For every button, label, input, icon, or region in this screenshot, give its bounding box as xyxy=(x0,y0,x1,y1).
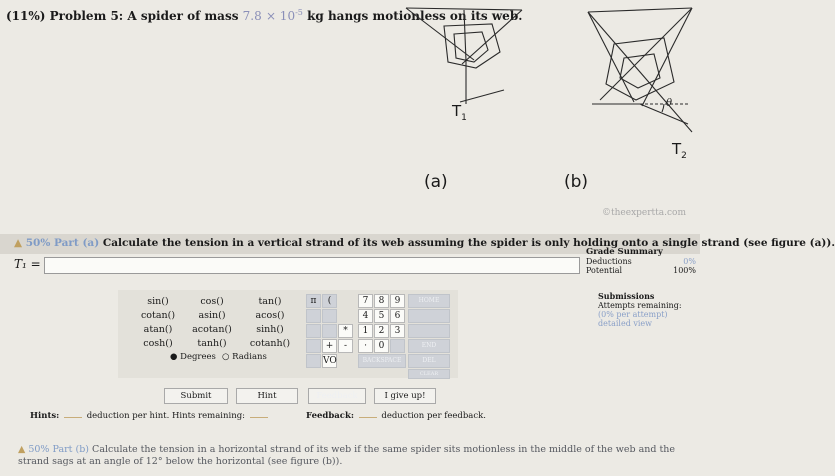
answer-input[interactable] xyxy=(44,257,580,274)
digit-9[interactable]: 9 xyxy=(390,294,405,308)
digit-4[interactable]: 4 xyxy=(358,309,373,323)
potential-label: Potential xyxy=(586,266,623,275)
figure-b-label: (b) xyxy=(564,172,589,192)
blank-key-9[interactable] xyxy=(408,324,450,338)
problem-text-before: A spider of mass xyxy=(127,9,239,23)
watermark: ©theexpertta.com xyxy=(602,208,686,218)
fn-tan[interactable]: tan() xyxy=(258,296,282,307)
open-paren-button[interactable]: ( xyxy=(322,294,337,308)
end-button[interactable]: END xyxy=(408,339,450,353)
part-b-prompt: Calculate the tension in a horizontal strand of its web if the same spider sits motionless in the middle of the web and the strand sags at an angle of 12° below the horizontal (see figure (b)). xyxy=(18,444,676,467)
give-up-button[interactable]: I give up! xyxy=(374,388,436,404)
blank-key-2[interactable] xyxy=(322,309,337,323)
fn-sin[interactable]: sin() xyxy=(147,296,169,307)
digit-2[interactable]: 2 xyxy=(374,324,389,338)
grade-summary-title: Grade Summary xyxy=(586,247,663,257)
digit-3[interactable]: 3 xyxy=(390,324,405,338)
digit-5[interactable]: 5 xyxy=(374,309,389,323)
submissions-panel xyxy=(598,292,698,328)
blank-key-7[interactable] xyxy=(390,339,405,353)
fn-acos[interactable]: acos() xyxy=(255,310,285,321)
blank-key-1[interactable] xyxy=(306,309,321,323)
fn-cotan[interactable]: cotan() xyxy=(140,310,176,321)
degrees-option[interactable]: ● Degrees xyxy=(170,352,216,362)
blank-key-8[interactable] xyxy=(408,309,450,323)
clear-button[interactable]: CLEAR xyxy=(408,369,450,379)
pi-button[interactable]: π xyxy=(306,294,321,308)
digit-0[interactable]: 0 xyxy=(374,339,389,353)
potential-value: 100% xyxy=(673,266,696,275)
per-attempt: (0% per attempt) xyxy=(598,310,668,319)
warning-icon: ▲ xyxy=(14,237,23,249)
blank-key-6[interactable] xyxy=(306,354,321,368)
answer-label: T₁ = xyxy=(14,257,41,271)
angle-theta-label: θ xyxy=(666,98,673,109)
submissions-title: Submissions xyxy=(598,291,655,301)
fn-asin[interactable]: asin() xyxy=(198,310,226,321)
digit-8[interactable]: 8 xyxy=(374,294,389,308)
deductions-label: Deductions xyxy=(586,257,632,266)
hints-percent-blank xyxy=(64,417,82,418)
fn-cotanh[interactable]: cotanh() xyxy=(249,338,291,349)
fn-tanh[interactable]: tanh() xyxy=(197,338,227,349)
degrees-radio-icon[interactable]: ● xyxy=(170,352,178,362)
home-button[interactable]: HOME xyxy=(408,294,450,308)
radians-option[interactable]: ○ Radians xyxy=(222,352,267,362)
part-b-percent: 50% xyxy=(28,444,50,455)
fn-sinh[interactable]: sinh() xyxy=(256,324,284,335)
mass-value: 7.8 xyxy=(242,9,262,23)
tension-t1-label: $T_1$ xyxy=(452,102,467,123)
part-a-prompt: Calculate the tension in a vertical strand of its web assuming the spider is only holding onto a single strand (see figure (a)). xyxy=(102,237,835,249)
fn-cos[interactable]: cos() xyxy=(200,296,224,307)
fn-atan[interactable]: atan() xyxy=(143,324,173,335)
fn-acotan[interactable]: acotan() xyxy=(192,324,232,335)
star-button[interactable]: * xyxy=(338,324,353,338)
figure-b-web xyxy=(584,4,696,154)
figure-a-label: (a) xyxy=(424,172,448,192)
minus-button[interactable]: - xyxy=(338,339,353,353)
digit-7[interactable]: 7 xyxy=(358,294,373,308)
feedback-text: deduction per feedback. xyxy=(381,411,486,421)
blank-key-5[interactable] xyxy=(306,339,321,353)
hints-text: deduction per hint. Hints remaining: xyxy=(86,411,245,421)
part-a-header xyxy=(14,237,835,249)
blank-key-3[interactable] xyxy=(306,324,321,338)
hints-bar xyxy=(30,411,270,421)
feedback-percent-blank xyxy=(359,417,377,418)
part-b-label: Part (b) xyxy=(52,444,90,455)
feedback-button[interactable]: Feedback xyxy=(308,388,366,404)
radians-radio-icon[interactable]: ○ xyxy=(222,352,230,362)
feedback-label: Feedback: xyxy=(306,411,354,421)
hints-remaining-blank xyxy=(250,417,268,418)
problem-prefix: (11%) Problem 5: xyxy=(6,9,124,23)
tension-t2-label: $T_2$ xyxy=(672,140,687,161)
part-a-percent: 50% xyxy=(25,237,51,249)
grade-summary xyxy=(586,247,696,275)
part-a-label: Part (a) xyxy=(53,237,100,249)
part-b-warning-icon: ▲ xyxy=(18,444,26,455)
digit-6[interactable]: 6 xyxy=(390,309,405,323)
vo-button[interactable]: VO xyxy=(323,356,337,366)
mass-times: × 10 xyxy=(265,9,296,23)
dot-button[interactable]: · xyxy=(358,339,373,353)
detailed-view-link[interactable]: detailed view xyxy=(598,319,653,328)
mass-exponent: -5 xyxy=(295,8,303,17)
hint-button[interactable]: Hint xyxy=(236,388,298,404)
fn-cosh[interactable]: cosh() xyxy=(143,338,173,349)
feedback-bar xyxy=(306,411,486,421)
submit-button[interactable]: Submit xyxy=(164,388,228,404)
deductions-value: 0% xyxy=(683,257,696,266)
blank-key-4[interactable] xyxy=(322,324,337,338)
attempts-remaining: Attempts remaining: xyxy=(598,301,682,310)
del-button[interactable]: DEL xyxy=(408,354,450,368)
problem-text-after: kg hangs motionless on its web. xyxy=(307,9,523,23)
part-b-header xyxy=(18,444,688,468)
digit-1[interactable]: 1 xyxy=(358,324,373,338)
hints-label: Hints: xyxy=(30,411,60,421)
plus-button[interactable]: + xyxy=(322,339,337,353)
backspace-button[interactable]: BACKSPACE xyxy=(358,354,406,368)
